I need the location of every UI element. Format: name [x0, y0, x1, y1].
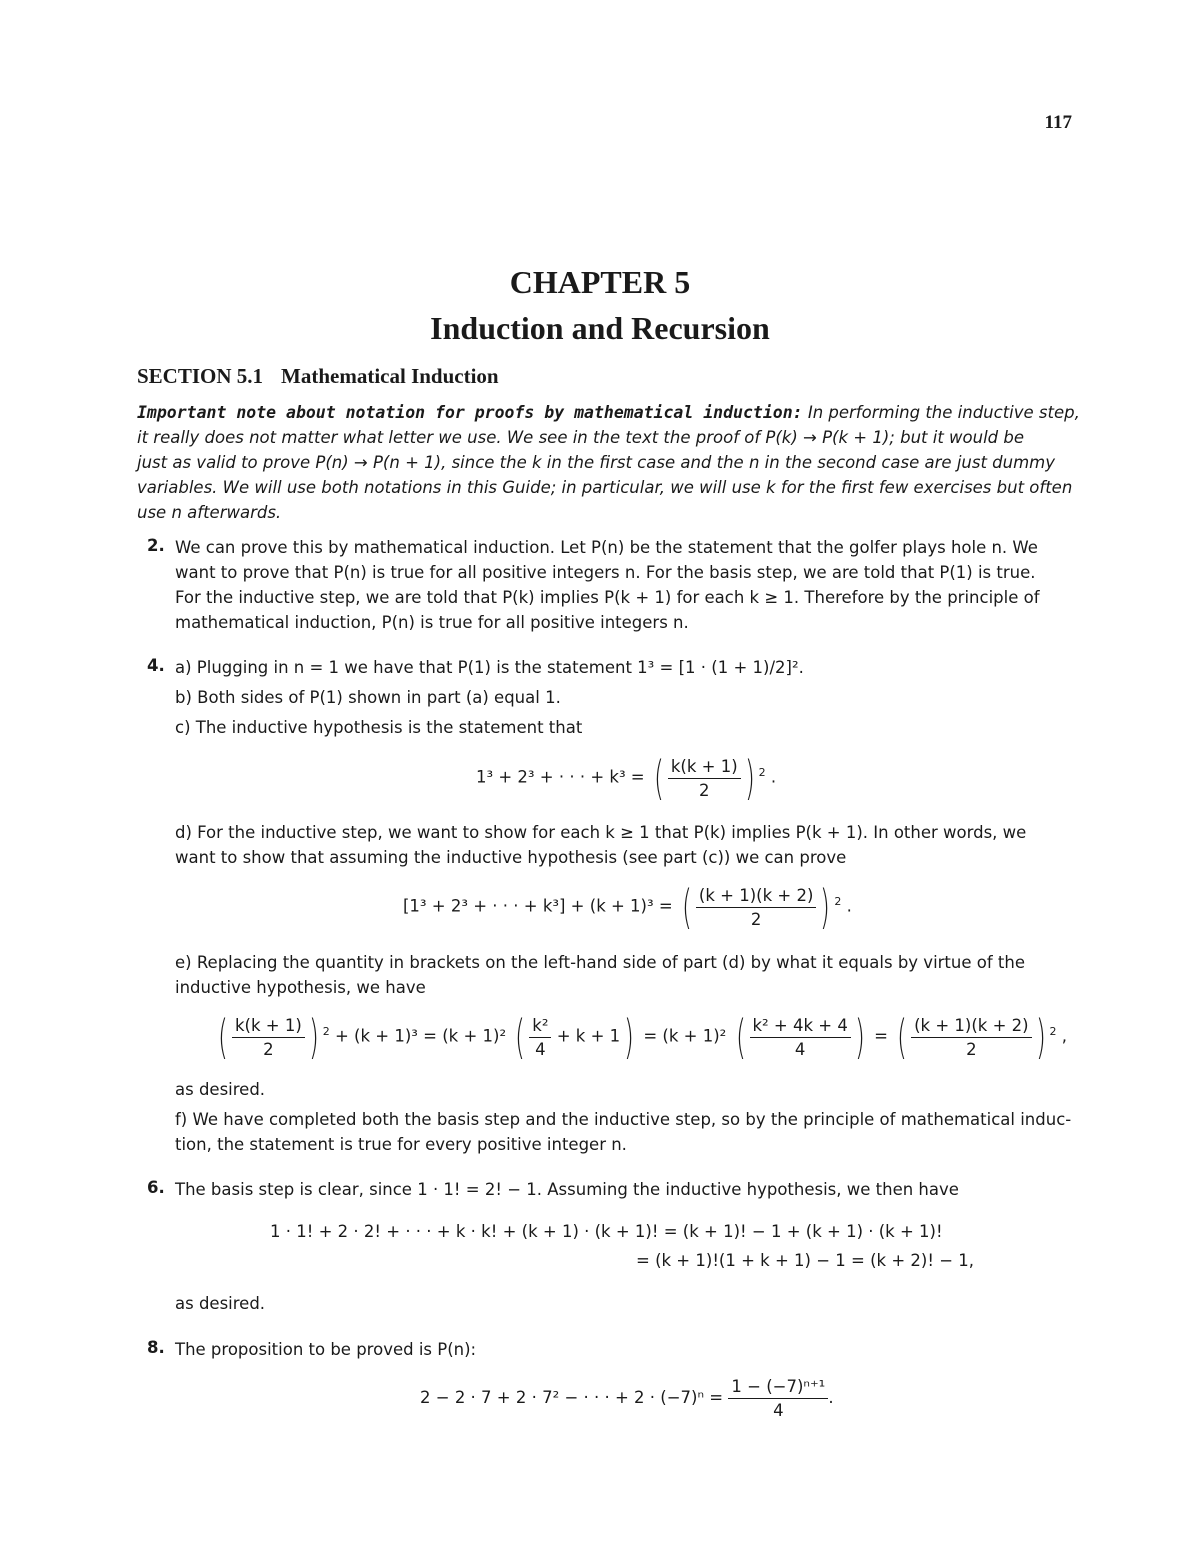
note-line-4: variables. We will use both notations in this Guide; in particular, we will use k for the first few exercises but often — [137, 478, 1073, 497]
ex4-part-e-line-2: inductive hypothesis, we have — [175, 978, 426, 997]
exercise-number: 6. — [147, 1178, 165, 1197]
ex6-end: as desired. — [175, 1294, 266, 1313]
exercise-number: 8. — [147, 1338, 165, 1357]
note-line-5: use n afterwards. — [137, 503, 282, 522]
ex2-line-4: mathematical induction, P(n) is true for all positive integers n. — [175, 613, 689, 632]
ex2-line-1: We can prove this by mathematical induction. Let P(n) be the statement that the golfer plays hole n. We — [175, 538, 1038, 557]
equation-d: [1³ + 2³ + · · · + k³] + (k + 1)³ = ( $\frac{(k + 1)(k + 2)}{2}$ ) $^2$ . — [403, 880, 852, 934]
ex4-part-f-line-1: f) We have completed both the basis step and the inductive step, so by the principle of mathematical induc- — [175, 1110, 1072, 1129]
ex6-equation-line-1: 1 · 1! + 2 · 2! + · · · + k · k! + (k + 1) · (k + 1)! = (k + 1)! − 1 + (k + 1) · (k + 1)! — [270, 1222, 943, 1241]
note-heading: Important note about notation for proofs by mathematical induction: — [137, 403, 803, 422]
ex6-line-1: The basis step is clear, since 1 · 1! = 2! − 1. Assuming the inductive hypothesis, we then have — [175, 1180, 959, 1199]
note-line-3: just as valid to prove P(n) → P(n + 1), since the k in the first case and the n in the second case are just dummy — [137, 453, 1056, 472]
ex2-line-3: For the inductive step, we are told that P(k) implies P(k + 1) for each k ≥ 1. Therefore by the principle of — [175, 588, 1040, 607]
ex4-part-e-line-1: e) Replacing the quantity in brackets on the left-hand side of part (d) by what it equals by virtue of the — [175, 953, 1025, 972]
section-number: SECTION 5.1 — [137, 364, 264, 388]
ex2-line-2: want to prove that P(n) is true for all positive integers n. For the basis step, we are told that P(1) is true. — [175, 563, 1036, 582]
ex4-part-d-line-2: want to show that assuming the inductive hypothesis (see part (c)) we can prove — [175, 848, 847, 867]
chapter-title: Induction and Recursion — [430, 310, 770, 346]
exercise-number: 4. — [147, 656, 165, 675]
ex4-part-a: a) Plugging in n = 1 we have that P(1) is the statement 1³ = [1 · (1 + 1)/2]². — [175, 658, 804, 677]
ex4-part-d-line-1: d) For the inductive step, we want to show for each k ≥ 1 that P(k) implies P(k + 1). In other words, we — [175, 823, 1027, 842]
section-heading — [137, 364, 517, 389]
equation-e: ( $\frac{k(k + 1)}{2}$ ) $^2$ + (k + 1)³ = (k + 1)² ( $\frac{\text{k²}}{4}$ + k + 1) = (k + 1)² ( $\frac{\text{k² + 4k + 4}}{4}$ ) = ( $\frac{(k + 1)(k + 2)}{2}$ ) $^2$ , — [218, 1010, 1068, 1064]
note-line-1: Important note about notation for proofs by mathematical induction: In performing the inductive step, — [137, 403, 1080, 422]
ex4-part-f-line-2: tion, the statement is true for every positive integer n. — [175, 1135, 627, 1154]
ex4-part-c: c) The inductive hypothesis is the statement that — [175, 718, 583, 737]
ex4-part-b: b) Both sides of P(1) shown in part (a) equal 1. — [175, 688, 561, 707]
chapter-label: CHAPTER 5 — [509, 264, 691, 300]
section-title: Mathematical Induction — [281, 364, 499, 388]
note-line-2: it really does not matter what letter we use. We see in the text the proof of P(k) → P(k + 1); but it would be — [137, 428, 1025, 447]
ex6-equation-line-2: = (k + 1)!(1 + k + 1) − 1 = (k + 2)! − 1, — [636, 1251, 975, 1270]
ex8-line-1: The proposition to be proved is P(n): — [175, 1340, 477, 1359]
equation-c: 1³ + 2³ + · · · + k³ = ( $\frac{k(k + 1)}{2}$ ) $^2$ . — [476, 751, 777, 805]
ex8-equation: 2 − 2 · 7 + 2 · 7² − · · · + 2 · (−7)ⁿ = $\frac{\text{1 − (−7)ⁿ⁺¹}}{4}$ . — [420, 1377, 834, 1420]
exercise-number: 2. — [147, 536, 165, 555]
ex4-part-e-line-3: as desired. — [175, 1080, 266, 1099]
page-number: 117 — [1044, 112, 1072, 133]
